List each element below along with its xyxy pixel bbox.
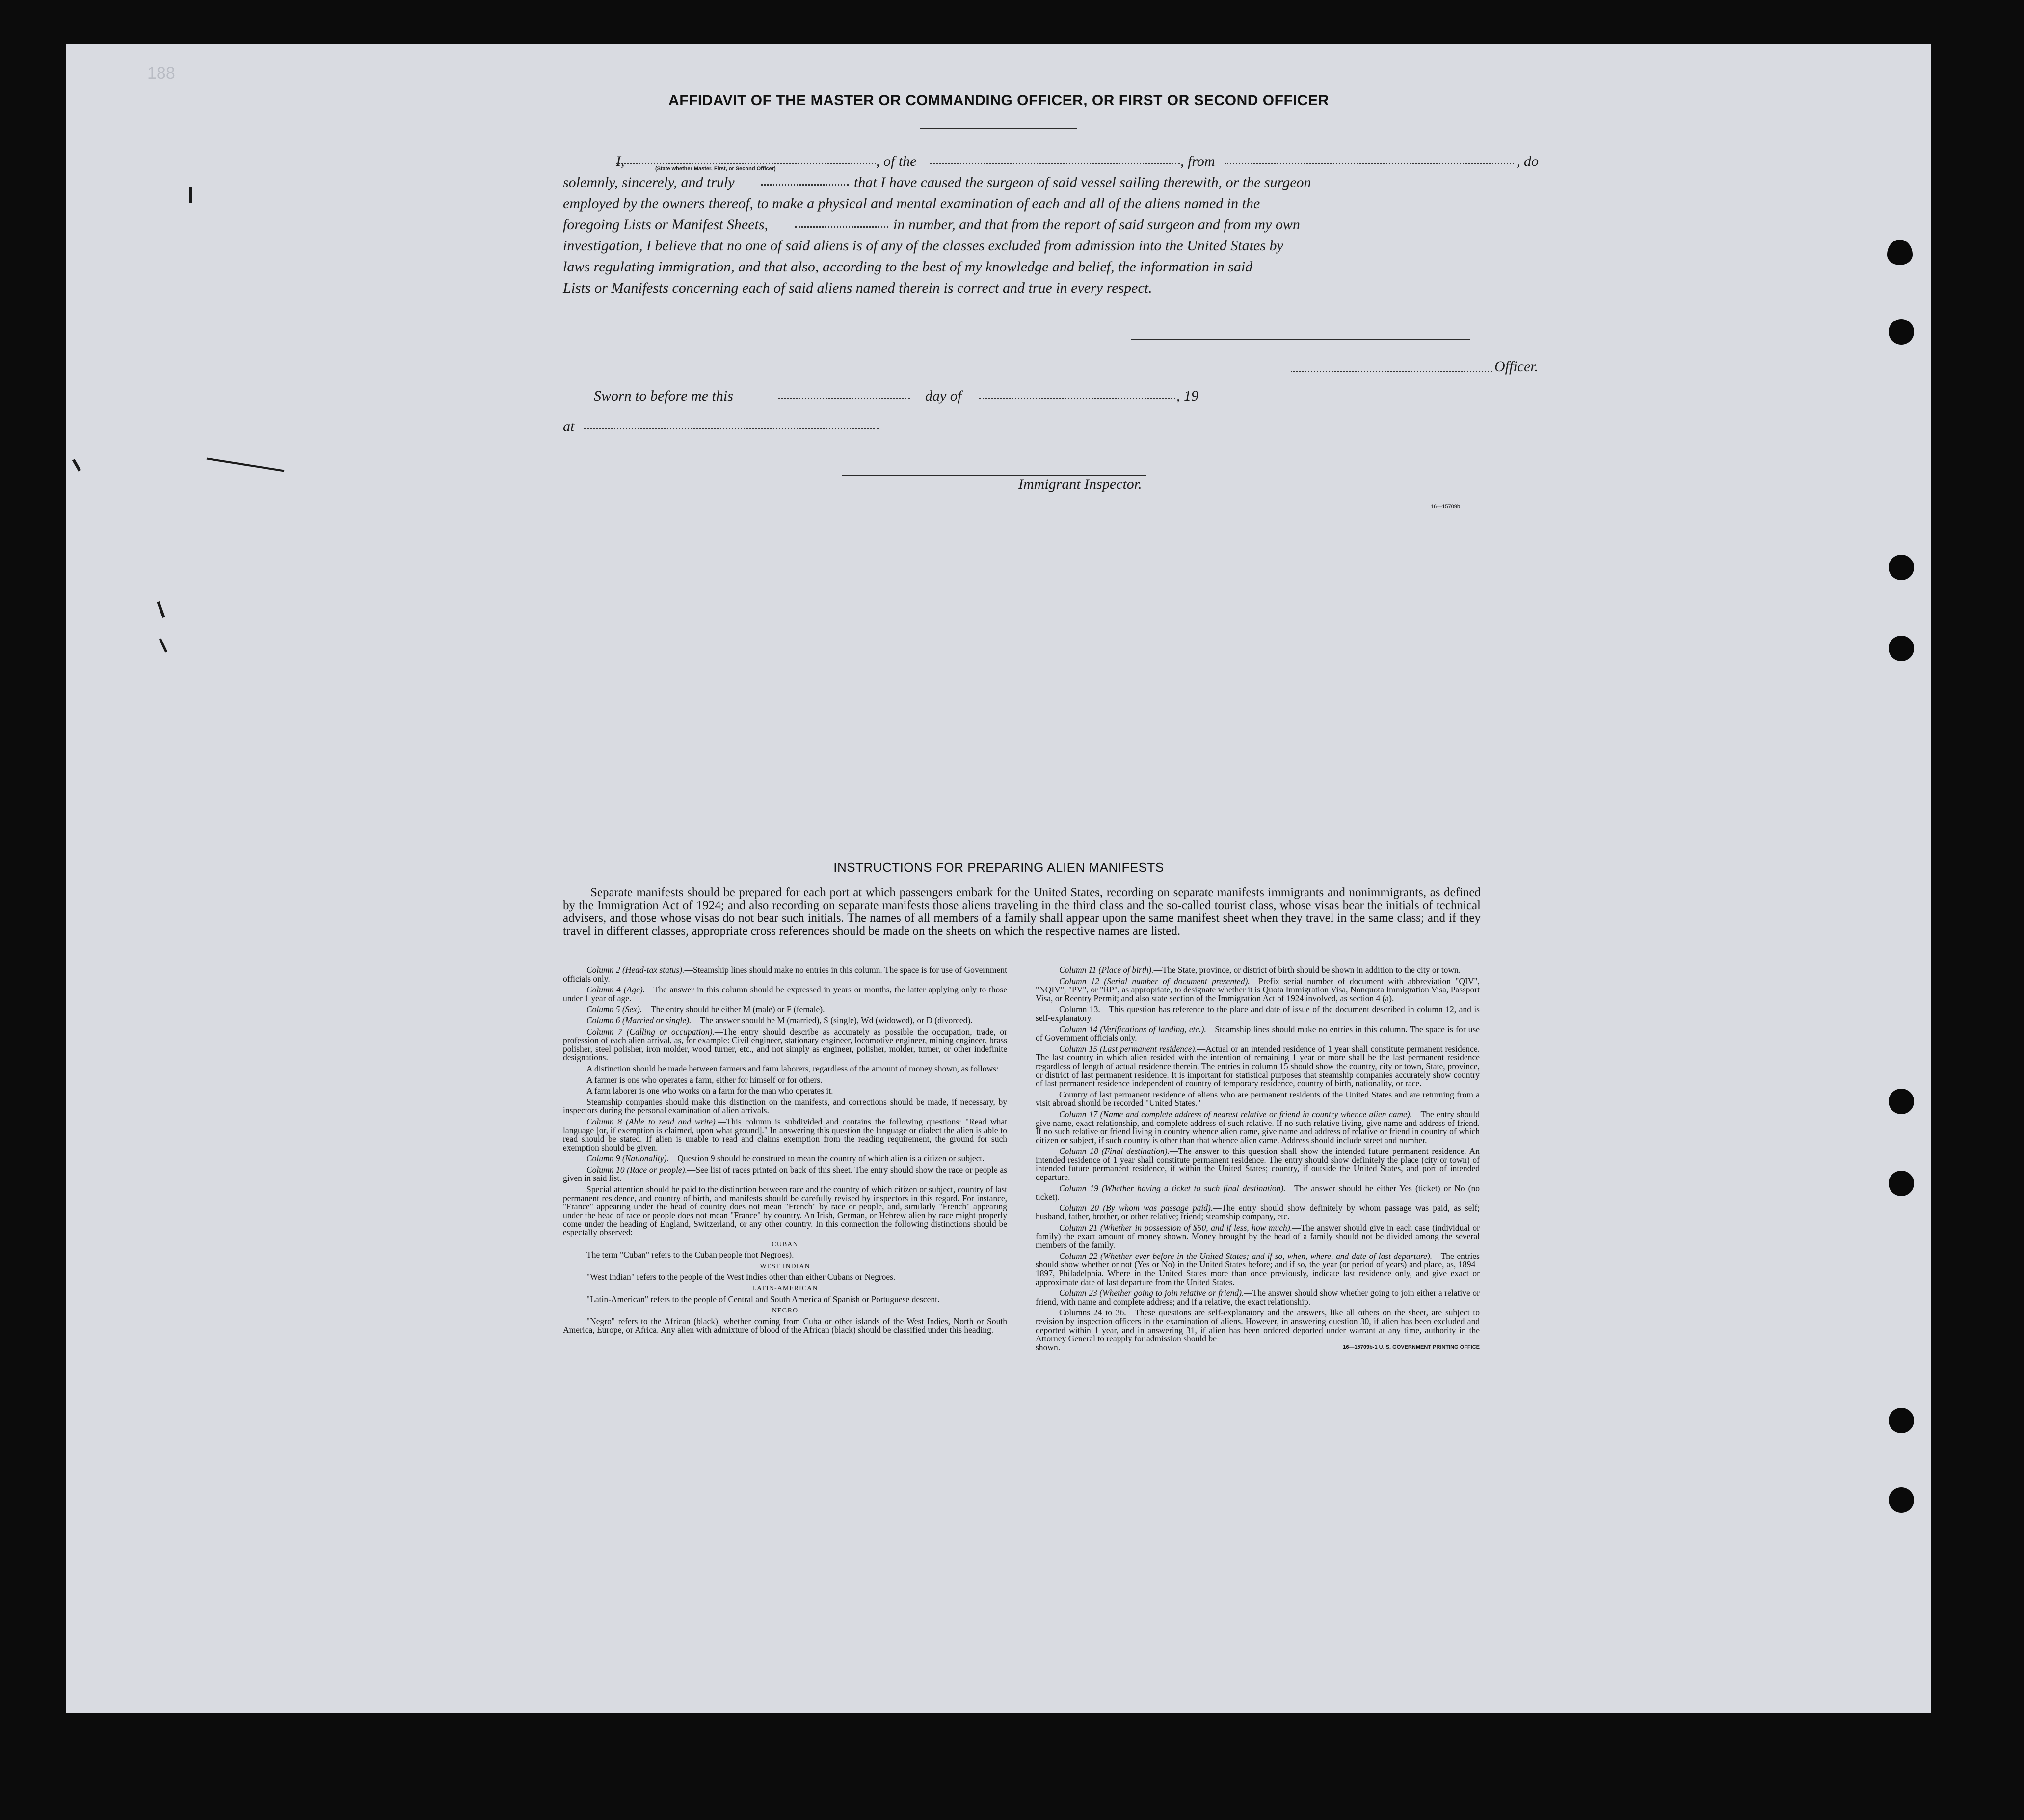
affidavit-line-4: in number, and that from the report of said surgeon and from my own: [893, 216, 1300, 233]
west-indian-heading: WEST INDIAN: [760, 1262, 810, 1270]
column-12-note: Column 12 (Serial number of document presented).—Prefix serial number of document with abbreviation "QIV", "NQIV", "PV", or "RP", as appropriate, to designate whether it is Quota Immigration Visa, Nonquota Immigration Visa, Passport Visa, or Reentry Permit; and also state section of the Immigration Act of 1924 involved, as section 4 (a).: [1036, 976, 1480, 1003]
state-note: (State whether Master, First, or Second Officer): [655, 166, 776, 172]
farmer-definition: A farmer is one who operates a farm, either for himself or for others.: [586, 1074, 823, 1085]
instructions-right-column: [1036, 966, 1480, 1352]
country-residence-note: Country of last permanent residence of aliens who are permanent residents of the United States and are returning from a visit abroad should be recorded "United States.": [1036, 1089, 1480, 1108]
from-label: , from: [1180, 153, 1215, 169]
column-23-note: Column 23 (Whether going to join relative or friend).—The answer should show whether going to join either a relative or friend, with name and complete address; and if a relative, the exact relationship.: [1036, 1288, 1480, 1307]
margin-mark-4: [157, 601, 165, 618]
officer-label: Officer.: [1494, 358, 1539, 375]
margin-mark: 188: [147, 64, 175, 82]
affidavit-title: AFFIDAVIT OF THE MASTER OR COMMANDING OFFICER, OR FIRST OR SECOND OFFICER: [668, 92, 1329, 108]
inspector-label: Immigrant Inspector.: [1018, 476, 1142, 492]
title-underline: [920, 128, 1077, 129]
year-label: , 19: [1176, 388, 1198, 404]
latin-american-heading: LATIN-AMERICAN: [752, 1285, 818, 1292]
column-2-note: Column 2 (Head-tax status).—Steamship lines should make no entries in this column. The space is for use of Government officials only.: [563, 965, 1008, 984]
affidavit-line-3: employed by the owners thereof, to make a physical and mental examination of each and all of the aliens named in the: [563, 195, 1260, 212]
master-signature-line: [1131, 339, 1470, 340]
name-blank: [616, 163, 876, 164]
latin-american-definition: "Latin-American" refers to the people of Central and South America of Spanish or Portuguese descent.: [586, 1294, 940, 1304]
column-4-note: Column 4 (Age).—The answer in this column should be expressed in years or months, the latter applying only to those under 1 year of age.: [563, 985, 1007, 1003]
printing-office-footer: 16—15709b-1 U. S. GOVERNMENT PRINTING OFFICE: [1343, 1344, 1480, 1350]
day-of-label: day of: [925, 388, 962, 404]
west-indian-definition: "West Indian" refers to the people of the West Indies other than either Cubans or Negroes.: [586, 1272, 896, 1282]
vessel-blank: [930, 163, 1180, 164]
column-7-note: Column 7 (Calling or occupation).—The entry should describe as accurately as possible the occupation, trade, or profession of each alien arrival, as, for example: Civil engineer, stationary engineer, locomotive engineer, mining engineer, brass polisher, steel polisher, iron molder, wood turner, etc., and not simply as engineer, polisher, molder, turner, or other indefinite designations.: [563, 1026, 1007, 1063]
column-10-note: Column 10 (Race or people).—See list of races printed on back of this sheet. The entry should show the race or people as given in said list.: [563, 1164, 1007, 1183]
officer-blank: [1291, 371, 1492, 372]
pronoun-i: I,: [616, 153, 625, 169]
steamship-note: Steamship companies should make this distinction on the manifests, and corrections should be made, if necessary, by inspectors during the personal examination of alien arrivals.: [563, 1097, 1007, 1116]
farm-laborer-definition: A farm laborer is one who works on a farm for the man who operates it.: [586, 1086, 833, 1096]
at-blank: [584, 428, 879, 429]
port-blank: [1225, 163, 1514, 164]
cuban-heading: CUBAN: [772, 1240, 799, 1248]
sworn-label: Sworn to before me this: [594, 388, 733, 404]
column-15-note: Column 15 (Last permanent residence).—Actual or an intended residence of 1 year shall constitute permanent residence. The last country in which alien resided with the intention of remaining 1 year or more shall be the last permanent residence regardless of length of actual residence therein. The entries in column 15 should show the country, city or town, State, province, or district of last permanent residence. It is important for statistical purposes that steamship companies accurately show country of last permanent residence independent of country of temporary residence, country of birth, nationality, or race.: [1036, 1044, 1480, 1089]
column-19-note: Column 19 (Whether having a ticket to such final destination).—The answer should be either Yes (ticket) or No (no ticket).: [1036, 1183, 1480, 1202]
column-20-note: Column 20 (By whom was passage paid).—The entry should show definitely by whom passage was paid, as self; husband, father, brother, or other relative; friend; steamship company, etc.: [1036, 1203, 1480, 1222]
at-label: at: [563, 418, 575, 434]
binder-hole: [1889, 1171, 1914, 1196]
binder-hole: [1889, 1089, 1914, 1114]
negro-definition: "Negro" refers to the African (black), whether coming from Cuba or other islands of the West Indies, North or South America, Europe, or Africa. Any alien with admixture of blood of the African (black) should be classified under this heading.: [563, 1316, 1007, 1335]
affidavit-line-5: investigation, I believe that no one of said aliens is of any of the classes excluded from admission into the United States by: [563, 238, 1283, 254]
affidavit-line-2: that I have caused the surgeon of said vessel sailing therewith, or the surgeon: [854, 174, 1311, 190]
shown-text: shown.: [1036, 1342, 1061, 1352]
column-9-note: Column 9 (Nationality).—Question 9 should be construed to mean the country of which alien is a citizen or subject.: [586, 1153, 985, 1164]
instructions-title: INSTRUCTIONS FOR PREPARING ALIEN MANIFESTS: [833, 860, 1164, 875]
of-the-label: , of the: [876, 153, 917, 169]
affidavit-line-7: Lists or Manifests concerning each of said aliens named therein is correct and true in every respect.: [563, 280, 1152, 296]
binder-hole: [1889, 555, 1914, 580]
foregoing-label: foregoing Lists or Manifest Sheets,: [563, 216, 769, 233]
affidavit-line-1: [557, 153, 625, 170]
sworn-month-blank: [979, 398, 1175, 399]
column-5-note: Column 5 (Sex).—The entry should be either M (male) or F (female).: [586, 1004, 825, 1015]
binder-hole: [1889, 1487, 1914, 1513]
affidavit-line-6: laws regulating immigration, and that also, according to the best of my knowledge and belief, the information in said: [563, 259, 1253, 275]
column-11-note: Column 11 (Place of birth).—The State, province, or district of birth should be shown in addition to the city or town.: [1059, 965, 1461, 975]
truly-blank: [761, 184, 849, 186]
column-17-note: Column 17 (Name and complete address of nearest relative or friend in country whence alien came).—The entry should give name, exact relationship, and complete address of such relative. If no such relative living, give name and address of friend. If no such relative or friend living in country whence alien came, give name and address of relative or friend in country of which citizen or subject, if such country is other than that whence alien came. Address should include street and number.: [1036, 1109, 1480, 1145]
special-attention-note: Special attention should be paid to the distinction between race and the country of which citizen or subject, country of last permanent residence, and country of birth, and manifests should be carefully revised by inspectors in this regard. For instance, "France" appearing under the head of country does not mean "French" by race or people, and, similarly "French" appearing under the head of race or people does not mean "France" by country. An Irish, German, or Hebrew alien by race might properly come under the heading of England, Switzerland, or any other country. In this connection the following distinctions should be especially observed:: [563, 1184, 1007, 1238]
column-18-note: Column 18 (Final destination).—The answer to this question shall show the intended future permanent residence. An intended residence of 1 year shall constitute permanent residence. The entry should show definitely the place (city or town) of intended future permanent residence, if within the United States; country, if outside the United States, and port of intended departure.: [1036, 1146, 1480, 1182]
margin-mark-3: [72, 459, 81, 472]
form-number: 16—15709b: [1431, 504, 1460, 509]
column-21-note: Column 21 (Whether in possession of $50, and if less, how much).—The answer should give in each case (individual or family) the exact amount of money shown. Money brought by the head of a family should not be divided among the several members of the family.: [1036, 1223, 1480, 1250]
column-14-note: Column 14 (Verifications of landing, etc.).—Steamship lines should make no entries in this column. The space is for use of Government officials only.: [1036, 1024, 1480, 1043]
column-tail: [1036, 1343, 1480, 1352]
instructions-intro: Separate manifests should be prepared for each port at which passengers embark for the United States, recording on separate manifests immigrants and nonimmigrants, as defined by the Immigration Act of 1924; and also recording on separate manifests those aliens traveling in the third class and the so-called tourist class, whose visas bear the initials of technical advisers, and those whose visas do not bear such initials. The names of all members of a family shall appear upon the same manifest sheet when they travel in the same class; and if they travel in different classes, appropriate cross references should be made on the sheets on which the respective names are listed.: [563, 886, 1481, 937]
column-8-note: Column 8 (Able to read and write).—This column is subdivided and contains the following questions: "Read what language [or, if exemption is claimed, upon what ground]." In answering this question the language or dialect the alien is able to read should be stated. If alien is unable to read and claims exemption from the reading requirement, the ground for such exemption should be given.: [563, 1116, 1007, 1152]
binder-hole: [1889, 636, 1914, 661]
do-label: , do: [1517, 153, 1539, 169]
columns-24-36-note: Columns 24 to 36.—These questions are self-explanatory and the answers, like all others on the sheet, are subject to revision by inspection officers in the examination of aliens. However, in answering question 30, if alien has been excluded and deported within 1 year, and in answering 31, if alien has been ordered deported under warrant at any time, authority in the Attorney General to reapply for admission should be: [1036, 1308, 1480, 1344]
margin-mark-5: [159, 638, 167, 652]
manifest-sheet: [66, 44, 1931, 1713]
sworn-day-blank: [778, 398, 910, 399]
farmer-distinction: A distinction should be made between farmers and farm laborers, regardless of the amount of money shown, as follows:: [586, 1063, 999, 1073]
margin-mark-1: [189, 187, 192, 203]
number-blank: [795, 226, 888, 228]
negro-heading: NEGRO: [772, 1307, 799, 1315]
solemnly-label: solemnly, sincerely, and truly: [563, 174, 735, 190]
column-22-note: Column 22 (Whether ever before in the United States; and if so, when, where, and date of last departure).—The entries should show whether or not (Yes or No) in the United States before; and if so, the year (or period of years) and place, as, 1894–1897, Philadelphia. Where in the United States more than once previously, indicate last residence only, and give exact or approximate date of last departure from the United States.: [1036, 1251, 1480, 1287]
instructions-left-column: [563, 966, 1007, 1337]
cuban-definition: The term "Cuban" refers to the Cuban people (not Negroes).: [586, 1250, 794, 1260]
binder-hole: [1889, 319, 1914, 345]
column-6-note: Column 6 (Married or single).—The answer should be M (married), S (single), Wd (widowed), or D (divorced).: [586, 1015, 973, 1025]
binder-hole: [1889, 1408, 1914, 1433]
column-13-note: Column 13.—This question has reference to the place and date of issue of the document described in column 12, and is self-explanatory.: [1036, 1004, 1480, 1023]
margin-mark-2: [207, 458, 285, 472]
